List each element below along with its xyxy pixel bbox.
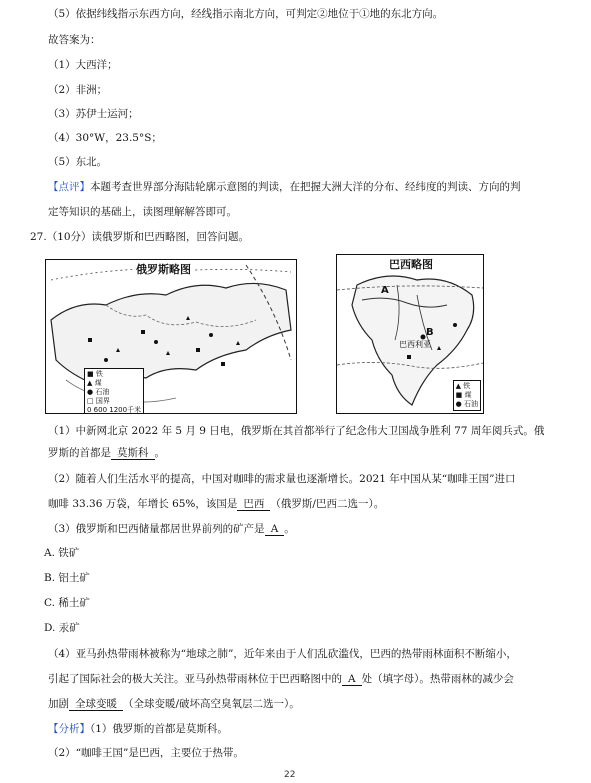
brazil-map-title: 巴西略图 — [389, 258, 433, 271]
q27-p1-pre: 罗斯的首都是 — [48, 447, 111, 459]
brazil-label-b: B — [426, 327, 434, 338]
answer-2: （2）非洲； — [48, 84, 108, 96]
q27-p1-line1: （1）中新网北京 2022 年 5 月 9 日电，俄罗斯在其首都举行了纪念伟大卫国战争胜利 77 周年阅兵式。俄 — [48, 425, 545, 437]
q27-option-d: D. 汞矿 — [44, 622, 80, 634]
q27-option-a: A. 铁矿 — [44, 547, 80, 559]
answer-5: （5）东北。 — [48, 156, 108, 168]
q26-item5: （5）依据纬线指示东西方向，经线指示南北方向，可判定②地位于①地的东北方向。 — [48, 8, 444, 20]
q27-p4-line3 — [48, 697, 300, 711]
brazil-label-a: A — [381, 285, 389, 296]
russia-legend-iron: ■ 铁 — [87, 370, 103, 378]
q27-p4-line1: （4）亚马孙热带雨林被称为“地球之肺”，近年来由于人们乱砍滥伐，巴西的热带雨林面积不断缩小， — [48, 648, 517, 660]
q27-p2-line2 — [48, 497, 384, 511]
analysis-text1: （1）俄罗斯的首都是莫斯科。 — [90, 723, 228, 735]
brazil-legend-oil: ● 石油 — [455, 400, 478, 408]
q27-p1-post: 。 — [154, 447, 165, 459]
q27-p3-answer: A — [265, 523, 285, 536]
answer-4: （4）30°W，23.5°S； — [48, 132, 162, 144]
brazil-label-city: 巴西利亚 — [399, 340, 431, 349]
q27-heading: 27.（10分）读俄罗斯和巴西略图，回答问题。 — [30, 231, 250, 243]
q27-p1-line2 — [48, 446, 165, 460]
brazil-map-legend — [453, 380, 481, 411]
answer-label: 故答案为： — [48, 34, 101, 46]
q27-p2-answer: 巴西 — [237, 498, 270, 511]
q27-p2-post: （俄罗斯/巴西二选一）。 — [270, 498, 385, 510]
comment-tag: 【点评】 — [48, 181, 90, 193]
q27-p2-pre: 咖啡 33.36 万袋，年增长 65%，该国是 — [48, 498, 238, 510]
comment-text: 本题考查世界部分海陆轮廓示意图的判读，在把握大洲大洋的分布、经纬度的判读、方向的判 — [90, 181, 521, 193]
q27-p4-answer2: 全球变暖 — [69, 698, 123, 711]
russia-legend-oil: ● 石油 — [87, 388, 110, 396]
q27-p4-pre: 引起了国际社会的极大关注。亚马孙热带雨林位于巴西略图中的 — [48, 673, 342, 685]
analysis-tag: 【分析】 — [48, 723, 90, 735]
q27-option-b: B. 铝土矿 — [44, 572, 90, 584]
analysis-line2: （2）“咖啡王国”是巴西，主要位于热带。 — [48, 747, 244, 759]
q27-option-c: C. 稀土矿 — [44, 597, 90, 609]
analysis-line1 — [48, 722, 228, 736]
russia-scale: 0 600 1200千米 — [87, 406, 142, 414]
answer-1: （1）大西洋； — [48, 59, 118, 71]
q27-p4-answer1: A — [342, 673, 362, 686]
q27-p2-line1: （2）随着人们生活水平的提高，中国对咖啡的需求量也逐渐增长。2021 年中国从某“咖啡王国”进口 — [48, 473, 516, 485]
russia-map-title: 俄罗斯略图 — [136, 263, 191, 276]
russia-legend-coal: ▲ 煤 — [87, 379, 102, 387]
q27-p4-line3-post: （全球变暖/破坏高空臭氧层二选一）。 — [123, 698, 300, 710]
q27-p4-line3-pre: 加剧 — [48, 698, 69, 710]
q27-p3-pre: （3）俄罗斯和巴西储量都居世界前列的矿产是 — [48, 523, 265, 535]
brazil-legend-iron: ▲ 铁 — [455, 382, 471, 390]
comment-line2: 定等知识的基础上，读图理解解答即可。 — [48, 206, 237, 218]
russia-map-legend — [84, 368, 144, 414]
q27-p4-line2 — [48, 672, 514, 686]
brazil-legend-coal: ■ 煤 — [455, 391, 472, 399]
q27-p1-answer: 莫斯科 — [111, 447, 155, 460]
russia-map — [45, 259, 297, 414]
answer-3: （3）苏伊士运河； — [48, 108, 139, 120]
russia-legend-border: □ 国界 — [87, 397, 110, 405]
page-number: 22 — [284, 770, 296, 780]
q27-p3 — [48, 522, 295, 536]
q27-p4-post: 处（填字母）。热带雨林的减少会 — [361, 673, 514, 685]
q27-p3-post: 。 — [284, 523, 295, 535]
comment-line1 — [48, 180, 521, 194]
brazil-map — [336, 254, 484, 414]
